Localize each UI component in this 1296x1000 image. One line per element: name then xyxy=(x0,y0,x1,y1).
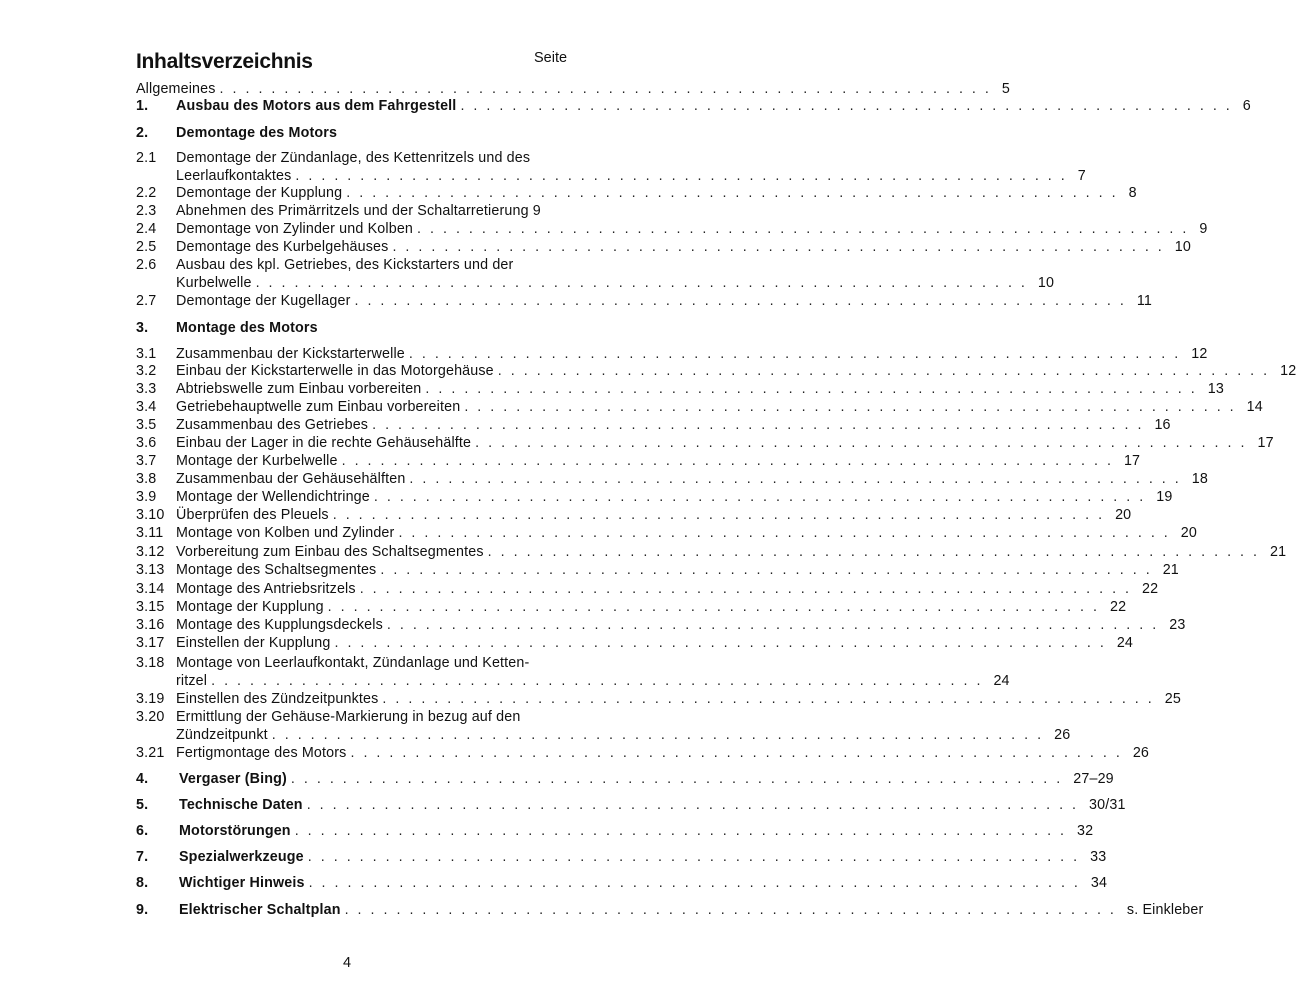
toc-entry-number: 2.5 xyxy=(136,239,157,255)
toc-entry-body xyxy=(176,149,572,167)
toc-entry-body xyxy=(176,362,1296,380)
dot-leader: ............................................................ xyxy=(307,849,1087,865)
dot-leader: ............................................................ xyxy=(290,771,1070,787)
toc-entry-number: 3.19 xyxy=(136,691,165,707)
toc-entry-number: 4. xyxy=(136,771,149,787)
dot-leader: ............................................................ xyxy=(475,435,1254,451)
toc-entry-body xyxy=(179,796,1126,814)
toc-entry-title: Montage von Kolben und Zylinder xyxy=(176,525,395,541)
toc-entry-title: Vorbereitung zum Einbau des Schaltsegmentes xyxy=(176,544,484,560)
toc-entry xyxy=(136,822,1094,840)
toc-entry-body xyxy=(176,319,572,337)
toc-entry-body xyxy=(176,470,1208,488)
toc-entry-title: Motorstörungen xyxy=(179,823,291,839)
toc-entry-title: Leerlaufkontaktes xyxy=(176,168,292,184)
dot-leader: ............................................................ xyxy=(306,797,1086,813)
toc-entry-title: Montage der Wellendichtringe xyxy=(176,489,370,505)
toc-entry-page: 32 xyxy=(1077,823,1094,839)
toc-entry-page: 7 xyxy=(1077,168,1086,184)
toc-entry-page: 34 xyxy=(1090,875,1108,891)
toc-entry-body xyxy=(176,634,1134,652)
toc-entry-page: 12 xyxy=(1191,346,1208,362)
toc-entry-body xyxy=(176,580,1159,598)
toc-entry xyxy=(136,202,572,220)
toc-entry xyxy=(136,672,1010,690)
toc-entry-title: Kurbelwelle xyxy=(176,275,252,291)
toc-entry-page: 8 xyxy=(1128,185,1137,201)
dot-leader: ............................................................ xyxy=(359,581,1139,597)
toc-entry-page: 21 xyxy=(1162,562,1179,578)
toc-entry-body xyxy=(176,202,572,220)
toc-entry-title: Getriebehauptwelle zum Einbau vorbereiten xyxy=(176,399,461,415)
toc-entry-number: 3.20 xyxy=(136,709,165,725)
toc-entry-body xyxy=(176,524,1197,542)
toc-entry-body xyxy=(176,543,1287,561)
toc-entry-number: 3.18 xyxy=(136,655,165,671)
toc-entry-number: 3. xyxy=(136,320,149,336)
toc-entry xyxy=(136,848,1107,866)
toc-entry-number: 3.17 xyxy=(136,635,165,651)
toc-entry-number: 2.7 xyxy=(136,293,157,309)
toc-entry-title: Ausbau des kpl. Getriebes, des Kickstarters und der xyxy=(176,257,514,273)
toc-entry-page: 9 xyxy=(1199,221,1208,237)
toc-entry xyxy=(136,256,572,274)
page-title: Inhaltsverzeichnis xyxy=(136,50,313,73)
dot-leader: ............................................................ xyxy=(350,745,1129,761)
toc-entry xyxy=(136,598,1127,616)
toc-entry-body xyxy=(176,398,1263,416)
toc-entry-number: 5. xyxy=(136,797,149,813)
toc-entry xyxy=(136,470,1208,488)
dot-leader: ............................................................ xyxy=(334,635,1113,651)
toc-entry-page: 26 xyxy=(1132,745,1150,761)
dot-leader: ............................................................ xyxy=(255,275,1034,291)
toc-entry-title: Montage des Schaltsegmentes xyxy=(176,562,377,578)
toc-entry-body xyxy=(179,770,1114,788)
toc-entry-page: 17 xyxy=(1257,435,1274,451)
toc-entry-title: Demontage der Kugellager xyxy=(176,293,351,309)
toc-entry-number: 2.1 xyxy=(136,150,157,166)
toc-entry-body xyxy=(176,220,1208,238)
toc-entry-page: 10 xyxy=(1174,239,1191,255)
toc-entry-body xyxy=(176,598,1127,616)
dot-leader: ............................................................ xyxy=(211,673,990,689)
toc-entry-title: Ermittlung der Gehäuse-Markierung in bezug auf den xyxy=(176,709,521,725)
toc-entry-page: 11 xyxy=(1136,293,1152,309)
toc-entry-number: 3.9 xyxy=(136,489,157,505)
toc-entry-title: Montage des Kupplungsdeckels xyxy=(176,617,383,633)
toc-entry-title: Montage des Motors xyxy=(176,320,318,336)
toc-entry xyxy=(136,561,1179,579)
toc-entry xyxy=(136,149,572,167)
toc-entry-body xyxy=(176,167,1086,185)
toc-entry xyxy=(136,319,572,337)
toc-entry-body xyxy=(176,708,572,726)
toc-entry-page: s. Einkleber xyxy=(1126,902,1204,918)
toc-entry-number: 2.4 xyxy=(136,221,157,237)
toc-entry-title: Einstellen der Kupplung xyxy=(176,635,331,651)
toc-entry-body xyxy=(176,506,1132,524)
toc-entry-number: 3.13 xyxy=(136,562,165,578)
toc-entry-page: 10 xyxy=(1037,275,1055,291)
toc-entry-body xyxy=(179,848,1107,866)
toc-entry-page: 33 xyxy=(1090,849,1107,865)
toc-entry xyxy=(136,708,572,726)
toc-entry xyxy=(136,167,1086,185)
toc-entry-body xyxy=(176,726,1071,744)
toc-entry xyxy=(136,238,1191,256)
dot-leader: ............................................................ xyxy=(271,727,1051,743)
toc-entry-body xyxy=(176,744,1150,762)
toc-entry xyxy=(136,796,1126,814)
toc-entry-body xyxy=(176,380,1224,398)
toc-entry-body xyxy=(176,124,572,142)
dot-leader: ............................................................ xyxy=(372,417,1151,433)
toc-entry-title: Abnehmen des Primärritzels und der Schaltarretierung xyxy=(176,203,529,219)
toc-entry-page: 9 xyxy=(532,203,541,219)
toc-entry xyxy=(136,124,572,142)
dot-leader: ............................................................ xyxy=(219,81,998,97)
toc-entry-body xyxy=(179,822,1094,840)
toc-entry xyxy=(136,80,1010,98)
toc-entry xyxy=(136,616,1186,634)
toc-entry-title: Wichtiger Hinweis xyxy=(179,875,305,891)
toc-entry-number: 2.3 xyxy=(136,203,157,219)
dot-leader: ............................................................ xyxy=(398,525,1177,541)
toc-entry-title: Montage des Antriebsritzels xyxy=(176,581,356,597)
toc-entry-title: Überprüfen des Pleuels xyxy=(176,507,329,523)
toc-entry xyxy=(136,770,1114,788)
toc-entry-page: 18 xyxy=(1191,471,1208,487)
toc-entry-body xyxy=(176,561,1179,579)
toc-entry-page: 27–29 xyxy=(1073,771,1114,787)
toc-entry xyxy=(136,901,1204,919)
dot-leader: ............................................................ xyxy=(417,221,1196,237)
toc-entry-body xyxy=(176,292,1152,310)
toc-entry-number: 3.8 xyxy=(136,471,157,487)
page-number: 4 xyxy=(343,955,352,971)
toc-entry-number: 3.10 xyxy=(136,507,165,523)
toc-entry-body xyxy=(176,654,572,672)
toc-entry-page: 5 xyxy=(1001,81,1010,97)
toc-entry-page: 13 xyxy=(1207,381,1224,397)
toc-entry xyxy=(136,726,1071,744)
toc-entry xyxy=(136,362,1296,380)
toc-entry-body xyxy=(176,345,1208,363)
dot-leader: ............................................................ xyxy=(425,381,1204,397)
toc-entry-number: 9. xyxy=(136,902,149,918)
toc-entry-title: Fertigmontage des Motors xyxy=(176,745,347,761)
toc-entry-body xyxy=(176,184,1137,202)
dot-leader: ............................................................ xyxy=(341,453,1120,469)
toc-entry-page: 20 xyxy=(1115,507,1132,523)
toc-entry xyxy=(136,488,1173,506)
toc-entry-number: 2. xyxy=(136,125,149,141)
toc-entry-page: 30/31 xyxy=(1089,797,1126,813)
dot-leader: ............................................................ xyxy=(408,346,1188,362)
toc-entry xyxy=(136,690,1181,708)
toc-entry-number: 7. xyxy=(136,849,149,865)
dot-leader: ............................................................ xyxy=(392,239,1171,255)
toc-entry-title: Zusammenbau der Gehäusehälften xyxy=(176,471,406,487)
toc-entry xyxy=(136,506,1132,524)
dot-leader: ............................................................ xyxy=(295,168,1074,184)
toc-entry-number: 3.12 xyxy=(136,544,165,560)
toc-entry xyxy=(136,874,1108,892)
toc-entry-page: 14 xyxy=(1246,399,1263,415)
dot-leader: ............................................................ xyxy=(373,489,1153,505)
toc-entry-title: Montage der Kurbelwelle xyxy=(176,453,338,469)
toc-entry-page: 25 xyxy=(1164,691,1181,707)
toc-entry-body xyxy=(176,452,1141,470)
toc-entry-number: 2.2 xyxy=(136,185,157,201)
toc-entry-title: Demontage von Zylinder und Kolben xyxy=(176,221,414,237)
toc-entry-body xyxy=(176,672,1010,690)
toc-entry-title: Allgemeines xyxy=(136,81,216,97)
toc-entry xyxy=(136,345,1208,363)
toc-entry-number: 3.6 xyxy=(136,435,157,451)
toc-entry-body xyxy=(179,901,1204,919)
toc-entry-number: 3.16 xyxy=(136,617,165,633)
dot-leader: ............................................................ xyxy=(344,902,1123,918)
dot-leader: ............................................................ xyxy=(409,471,1188,487)
toc-entry xyxy=(136,274,1055,292)
toc-entry-page: 17 xyxy=(1123,453,1141,469)
toc-entry-page: 26 xyxy=(1054,727,1071,743)
toc-entry-title: Technische Daten xyxy=(179,797,303,813)
toc-entry-body xyxy=(176,97,1251,115)
toc-entry-body xyxy=(176,274,1055,292)
toc-entry-title: Elektrischer Schaltplan xyxy=(179,902,341,918)
toc-entry-number: 6. xyxy=(136,823,149,839)
toc-entry-number: 3.11 xyxy=(136,525,164,541)
toc-entry-page: 22 xyxy=(1142,581,1159,597)
toc-entry-body xyxy=(176,434,1274,452)
toc-entry-number: 3.4 xyxy=(136,399,157,415)
dot-leader: ............................................................ xyxy=(308,875,1087,891)
dot-leader: ............................................................ xyxy=(332,507,1112,523)
dot-leader: ............................................................ xyxy=(382,691,1161,707)
dot-leader: ............................................................ xyxy=(464,399,1243,415)
toc-entry-page: 16 xyxy=(1154,417,1171,433)
toc-entry-page: 12 xyxy=(1280,363,1296,379)
toc-entry xyxy=(136,543,1287,561)
toc-entry-title: Demontage des Kurbelgehäuses xyxy=(176,239,389,255)
toc-entry-page: 22 xyxy=(1110,599,1127,615)
toc-entry-body xyxy=(176,416,1171,434)
toc-entry-body xyxy=(176,256,572,274)
toc-entry-number: 3.21 xyxy=(136,745,165,761)
toc-entry xyxy=(136,654,572,672)
toc-entry xyxy=(136,380,1224,398)
dot-leader: ............................................................ xyxy=(380,562,1159,578)
toc-entry-number: 3.7 xyxy=(136,453,157,469)
toc-entry xyxy=(136,744,1150,762)
toc-entry-page: 24 xyxy=(993,673,1010,689)
page-column-label: Seite xyxy=(534,50,568,66)
toc-entry-title: Zusammenbau der Kickstarterwelle xyxy=(176,346,405,362)
toc-entry-title: Spezialwerkzeuge xyxy=(179,849,304,865)
toc-entry-body xyxy=(176,238,1191,256)
toc-entry-page: 19 xyxy=(1156,489,1173,505)
dot-leader: ............................................................ xyxy=(354,293,1133,309)
toc-entry-title: Einstellen des Zündzeitpunktes xyxy=(176,691,379,707)
dot-leader: ............................................................ xyxy=(386,617,1166,633)
toc-entry xyxy=(136,220,1208,238)
dot-leader: ............................................................ xyxy=(460,98,1239,114)
toc-entry-number: 3.15 xyxy=(136,599,165,615)
toc-entry-title: Demontage des Motors xyxy=(176,125,338,141)
toc-entry xyxy=(136,398,1263,416)
toc-entry xyxy=(136,292,1152,310)
toc-entry-body xyxy=(176,488,1173,506)
toc-entry-page: 6 xyxy=(1242,98,1251,114)
toc-entry-page: 24 xyxy=(1116,635,1134,651)
toc-entry-page: 20 xyxy=(1180,525,1197,541)
toc-entry-number: 8. xyxy=(136,875,149,891)
dot-leader: ............................................................ xyxy=(327,599,1107,615)
toc-entry-page: 21 xyxy=(1270,544,1287,560)
toc-entry-title: ritzel xyxy=(176,673,208,689)
toc-entry xyxy=(136,634,1134,652)
toc-entry-title: Zündzeitpunkt xyxy=(176,727,268,743)
toc-entry-title: Einbau der Kickstarterwelle in das Motorgehäuse xyxy=(176,363,494,379)
toc-entry xyxy=(136,184,1137,202)
dot-leader: ............................................................ xyxy=(497,363,1277,379)
toc-entry-number: 3.2 xyxy=(136,363,157,379)
dot-leader: ............................................................ xyxy=(294,823,1074,839)
toc-entry-number: 3.14 xyxy=(136,581,165,597)
toc-entry-number: 2.6 xyxy=(136,257,157,273)
toc-entry-body xyxy=(179,874,1108,892)
toc-entry xyxy=(136,97,1251,115)
toc-entry-title: Demontage der Kupplung xyxy=(176,185,343,201)
toc-entry-number: 3.3 xyxy=(136,381,157,397)
dot-leader: ............................................................ xyxy=(346,185,1125,201)
toc-entry-title: Abtriebswelle zum Einbau vorbereiten xyxy=(176,381,422,397)
toc-entry-title: Zusammenbau des Getriebes xyxy=(176,417,369,433)
toc-entry-body xyxy=(136,80,1010,98)
toc-entry-title: Demontage der Zündanlage, des Kettenritzels und des xyxy=(176,150,531,166)
toc-entry xyxy=(136,524,1197,542)
toc-entry-title: Einbau der Lager in die rechte Gehäusehälfte xyxy=(176,435,472,451)
toc-entry-number: 1. xyxy=(136,98,149,114)
toc-entry xyxy=(136,434,1274,452)
toc-entry-title: Vergaser (Bing) xyxy=(179,771,287,787)
toc-entry-number: 3.5 xyxy=(136,417,157,433)
toc-entry-body xyxy=(176,616,1186,634)
toc-entry-title: Montage von Leerlaufkontakt, Zündanlage und Ketten- xyxy=(176,655,530,671)
dot-leader: ............................................................ xyxy=(487,544,1267,560)
toc-entry-title: Montage der Kupplung xyxy=(176,599,324,615)
toc-entry-title: Ausbau des Motors aus dem Fahrgestell xyxy=(176,98,457,114)
toc-entry xyxy=(136,580,1159,598)
toc-entry-number: 3.1 xyxy=(136,346,157,362)
toc-entry xyxy=(136,452,1141,470)
toc-entry xyxy=(136,416,1171,434)
toc-entry-body xyxy=(176,690,1181,708)
toc-entry-page: 23 xyxy=(1169,617,1186,633)
